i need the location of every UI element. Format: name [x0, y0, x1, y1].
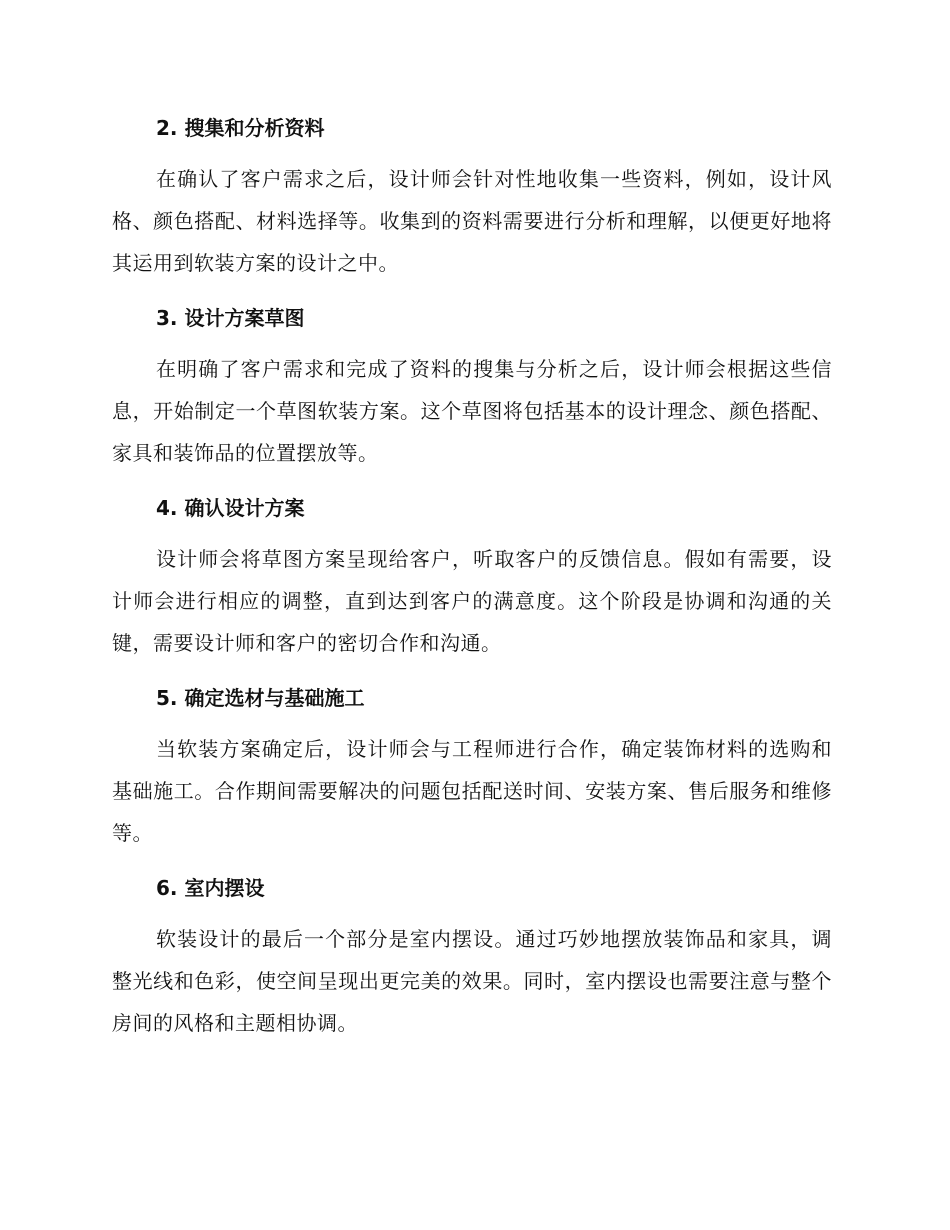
document-content	[112, 108, 832, 1044]
section-collect-analyze	[112, 108, 832, 284]
section-confirm-design	[112, 488, 832, 664]
section-heading: 3. 设计方案草图	[156, 306, 305, 330]
section-heading: 4. 确认设计方案	[156, 496, 305, 520]
section-interior-arrangement	[112, 868, 832, 1044]
section-paragraph: 设计师会将草图方案呈现给客户，听取客户的反馈信息。假如有需要，设计师会进行相应的调整，直到达到客户的满意度。这个阶段是协调和沟通的关键，需要设计师和客户的密切合作和沟通。	[112, 547, 832, 655]
section-paragraph: 在明确了客户需求和完成了资料的搜集与分析之后，设计师会根据这些信息，开始制定一个草图软装方案。这个草图将包括基本的设计理念、颜色搭配、家具和装饰品的位置摆放等。	[112, 357, 832, 465]
section-paragraph: 软装设计的最后一个部分是室内摆设。通过巧妙地摆放装饰品和家具，调整光线和色彩，使空间呈现出更完美的效果。同时，室内摆设也需要注意与整个房间的风格和主题相协调。	[112, 927, 832, 1035]
section-paragraph: 当软装方案确定后，设计师会与工程师进行合作，确定装饰材料的选购和基础施工。合作期间需要解决的问题包括配送时间、安装方案、售后服务和维修等。	[112, 737, 832, 845]
section-heading: 5. 确定选材与基础施工	[156, 686, 365, 710]
section-heading: 6. 室内摆设	[156, 876, 265, 900]
section-heading: 2. 搜集和分析资料	[156, 116, 325, 140]
section-paragraph: 在确认了客户需求之后，设计师会针对性地收集一些资料，例如，设计风格、颜色搭配、材料选择等。收集到的资料需要进行分析和理解，以便更好地将其运用到软装方案的设计之中。	[112, 167, 832, 275]
section-design-sketch	[112, 298, 832, 474]
section-materials-construction	[112, 678, 832, 854]
